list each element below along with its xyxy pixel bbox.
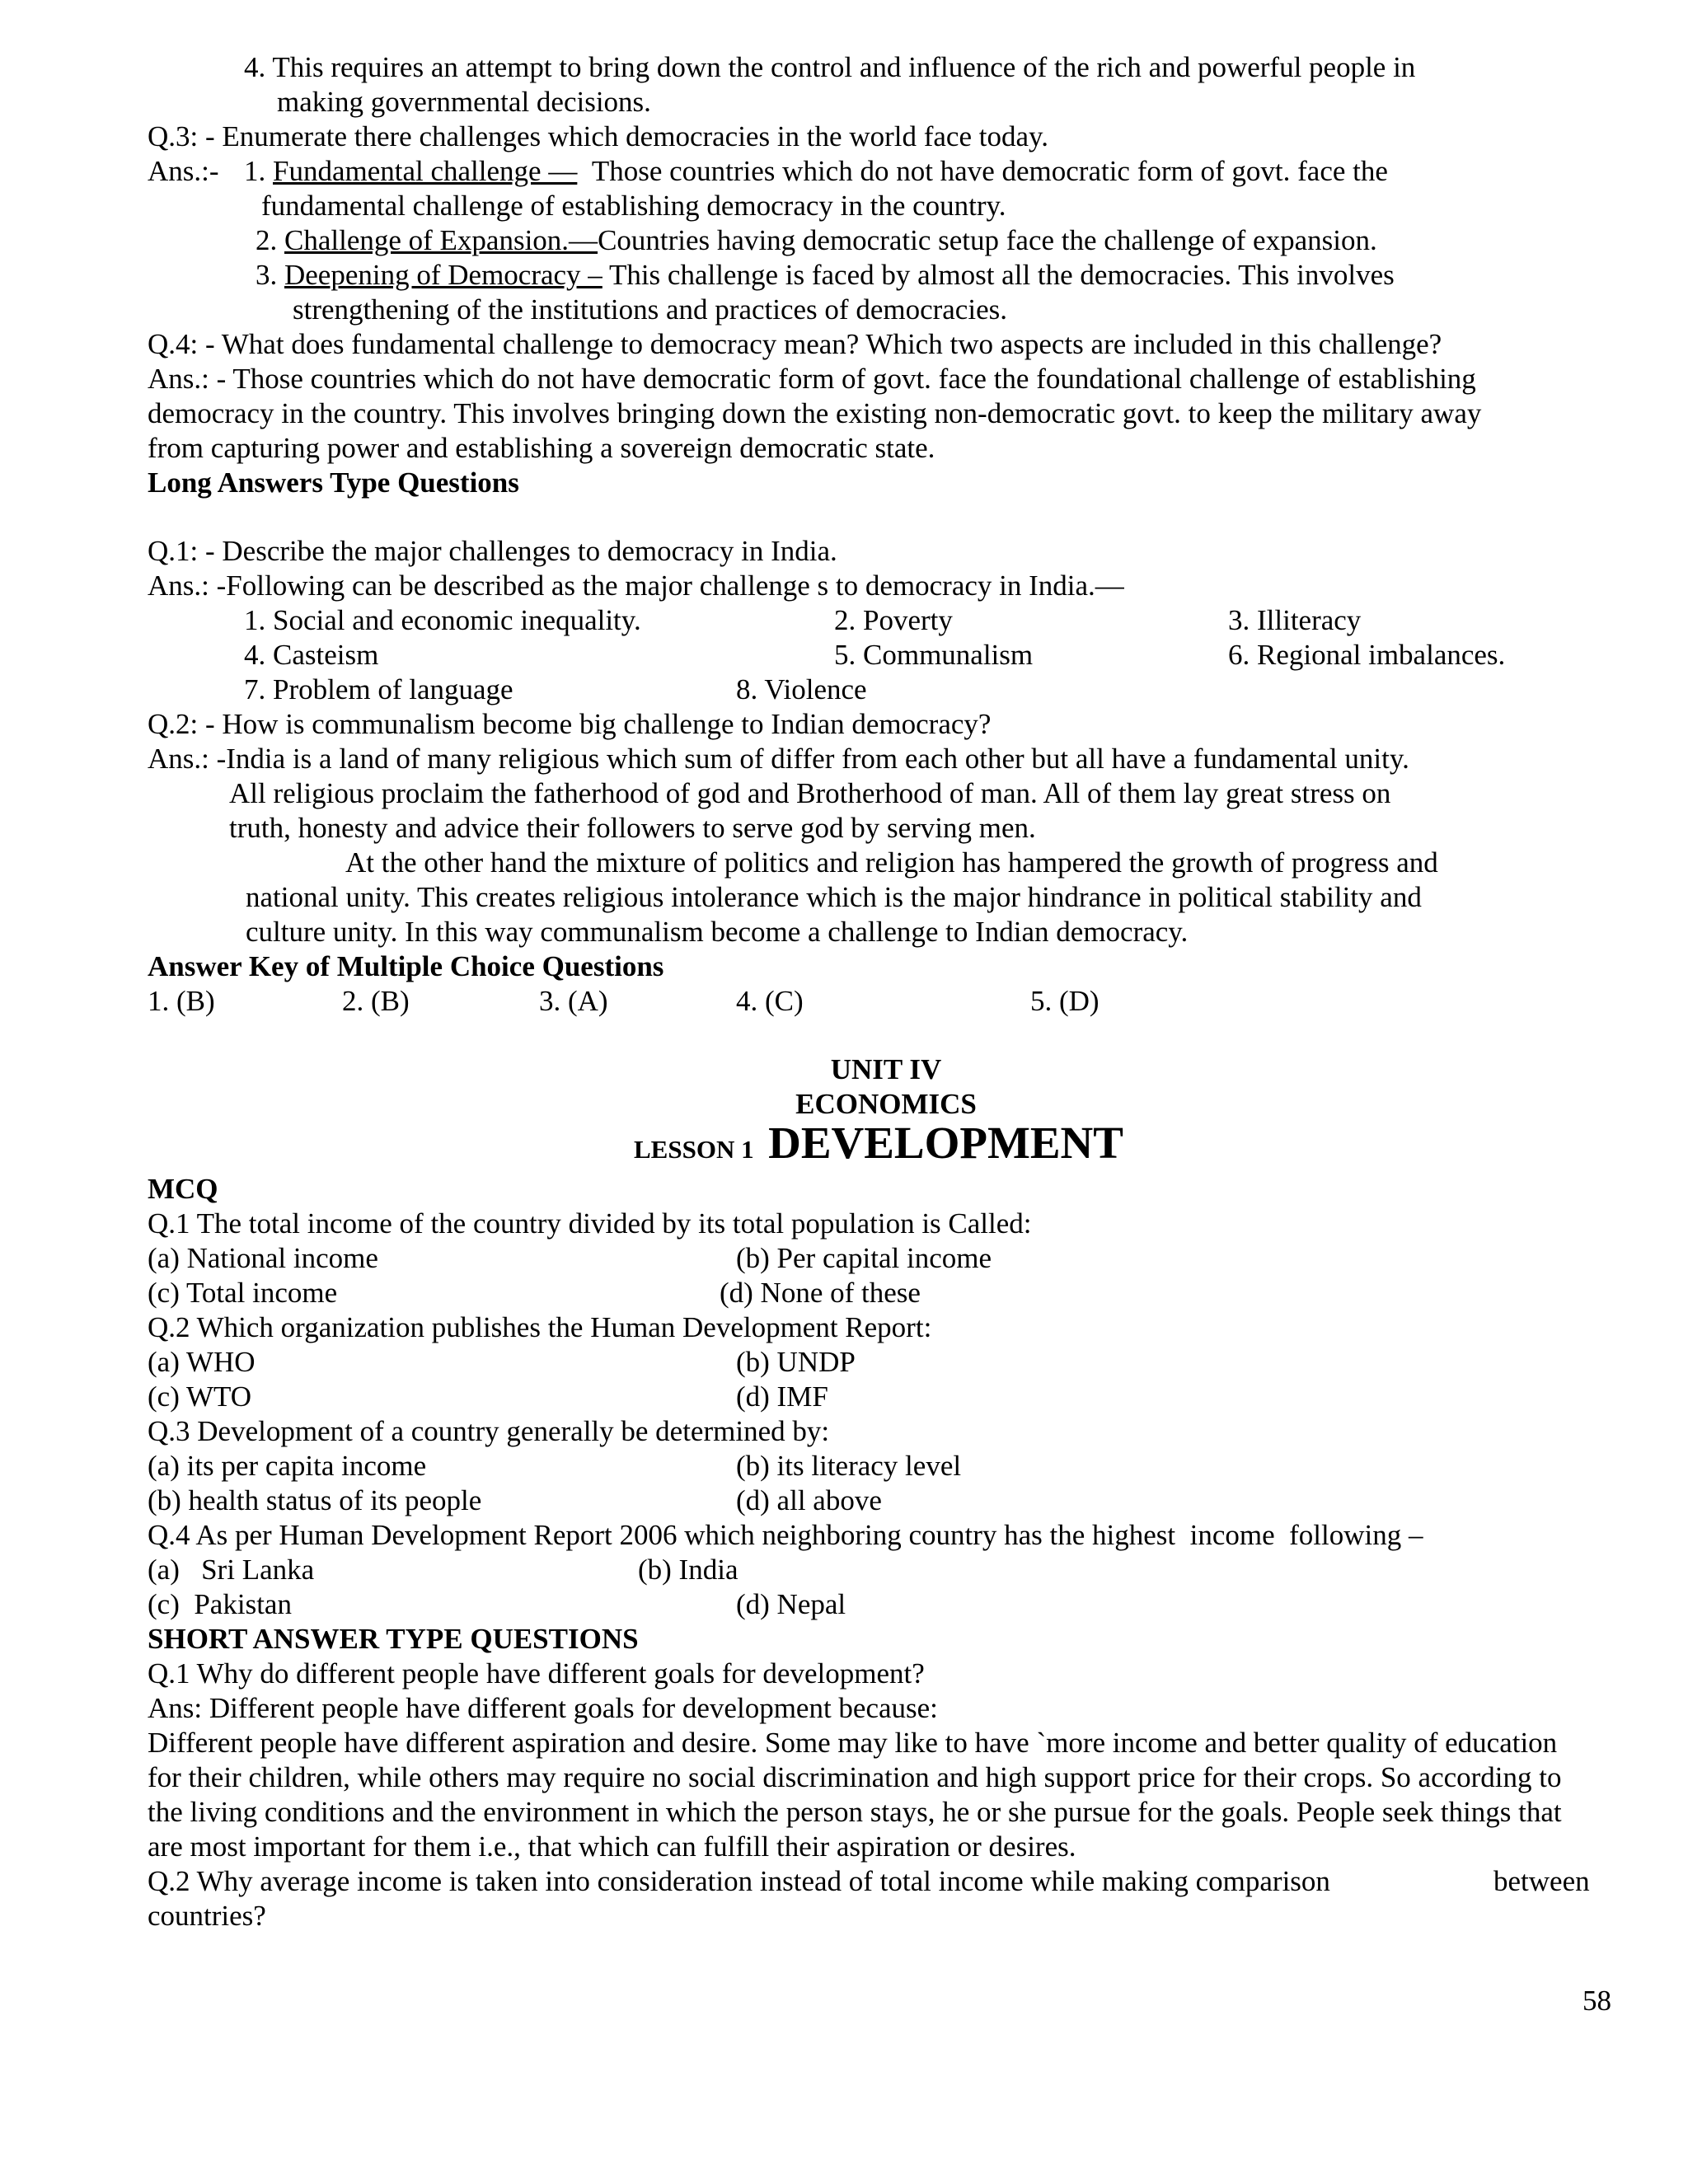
mcq-option: (a) National income xyxy=(148,1242,378,1274)
challenge-item: 5. Communalism xyxy=(834,639,1034,671)
mcq-option: (c) Total income xyxy=(148,1277,338,1309)
q3-item-3-cont: strengthening of the institutions and practices of democracies. xyxy=(293,293,1007,326)
challenge-item: 8. Violence xyxy=(736,673,867,705)
q3-item-2-title: Challenge of Expansion.— xyxy=(284,224,598,256)
q3-item-1 xyxy=(244,154,1388,189)
mcq-option: (d) all above xyxy=(736,1484,882,1516)
short-q2-line-2: countries? xyxy=(148,1900,266,1932)
answer-key-item: 2. (B) xyxy=(342,985,410,1017)
answer-key-item: 1. (B) xyxy=(148,985,215,1017)
mcq-option: (a) its per capita income xyxy=(148,1450,427,1482)
lesson-title: DEVELOPMENT xyxy=(768,1118,1123,1168)
answer-key-item: 5. (D) xyxy=(1030,985,1100,1017)
long-q2-answer-line-6: culture unity. In this way communalism become a challenge to Indian democracy. xyxy=(246,916,1189,948)
mcq-option: (b) its literacy level xyxy=(736,1450,962,1482)
q3-item-2-num: 2. xyxy=(256,224,278,256)
q3-item-1-num: 1. xyxy=(244,155,266,187)
short-a1-line-4: the living conditions and the environment in which the person stays, he or she pursue for the goals. People seek things that xyxy=(148,1796,1562,1828)
long-q1-answer: Ans.: -Following can be described as the major challenge s to democracy in India.— xyxy=(148,569,1124,602)
mcq-option: (b) UNDP xyxy=(736,1346,856,1378)
q4-answer-line-1: Ans.: - Those countries which do not have democratic form of govt. face the foundational challenge of establishing xyxy=(148,363,1476,395)
q3-ans-label: Ans.:- xyxy=(148,155,219,187)
subject-heading: ECONOMICS xyxy=(795,1088,977,1120)
q3-item-1-text: Those countries which do not have democratic form of govt. face the xyxy=(591,155,1388,187)
short-q1: Q.1 Why do different people have different goals for development? xyxy=(148,1657,925,1690)
mcq-option: (b) India xyxy=(638,1554,738,1586)
point-4-line-2: making governmental decisions. xyxy=(277,86,651,118)
q3-item-1-title: Fundamental challenge — xyxy=(273,155,578,187)
q4-answer-line-3: from capturing power and establishing a sovereign democratic state. xyxy=(148,432,935,464)
answer-key-item: 4. (C) xyxy=(736,985,804,1017)
mcq-q4: Q.4 As per Human Development Report 2006 which neighboring country has the highest income following – xyxy=(148,1519,1423,1551)
q3-question: Q.3: - Enumerate there challenges which democracies in the world face today. xyxy=(148,120,1048,152)
challenge-item: 3. Illiteracy xyxy=(1228,604,1362,636)
mcq-option: (d) None of these xyxy=(720,1277,921,1309)
mcq-option: (a) Sri Lanka xyxy=(148,1554,315,1586)
challenge-item: 7. Problem of language xyxy=(244,673,513,705)
mcq-option: (b) Per capital income xyxy=(736,1242,992,1274)
short-answers-heading: SHORT ANSWER TYPE QUESTIONS xyxy=(148,1623,639,1655)
long-q2-answer-line-2: All religious proclaim the fatherhood of god and Brotherhood of man. All of them lay great stress on xyxy=(229,777,1391,809)
q3-item-1-cont: fundamental challenge of establishing democracy in the country. xyxy=(261,190,1006,222)
q3-item-3-title: Deepening of Democracy – xyxy=(284,259,603,291)
short-a1-line-5: are most important for them i.e., that which can fulfill their aspiration or desires. xyxy=(148,1830,1076,1863)
long-q2-answer-line-3: truth, honesty and advice their followers to serve god by serving men. xyxy=(229,812,1036,844)
challenge-item: 1. Social and economic inequality. xyxy=(244,604,641,636)
answer-key-heading: Answer Key of Multiple Choice Questions xyxy=(148,950,664,982)
short-q2-between: between xyxy=(1493,1865,1590,1897)
q3-item-3-num: 3. xyxy=(256,259,278,291)
mcq-q3: Q.3 Development of a country generally be determined by: xyxy=(148,1415,830,1447)
long-q2-answer-line-5: national unity. This creates religious intolerance which is the major hindrance in political stability and xyxy=(246,881,1422,913)
mcq-option: (a) WHO xyxy=(148,1346,256,1378)
long-q1-question: Q.1: - Describe the major challenges to democracy in India. xyxy=(148,535,837,567)
q3-item-2-text: Countries having democratic setup face the challenge of expansion. xyxy=(598,224,1377,256)
long-answers-heading: Long Answers Type Questions xyxy=(148,466,519,499)
q3-item-3 xyxy=(256,258,1395,293)
mcq-q2: Q.2 Which organization publishes the Human Development Report: xyxy=(148,1311,932,1343)
lesson-label: LESSON 1 xyxy=(634,1135,754,1164)
point-4-line-1: 4. This requires an attempt to bring down the control and influence of the rich and powerful people in xyxy=(244,51,1416,83)
short-a1-line-3: for their children, while others may require no social discrimination and high support price for their crops. So according to xyxy=(148,1761,1562,1793)
short-a1-line-2: Different people have different aspiration and desire. Some may like to have `more income and better quality of education xyxy=(148,1727,1558,1759)
challenge-item: 2. Poverty xyxy=(834,604,953,636)
long-q2-answer-line-1: Ans.: -India is a land of many religious which sum of differ from each other but all have a fundamental unity. xyxy=(148,743,1409,775)
mcq-option: (c) WTO xyxy=(148,1380,252,1413)
answer-key-item: 3. (A) xyxy=(539,985,608,1017)
long-q2-answer-line-4: At the other hand the mixture of politics and religion has hampered the growth of progress and xyxy=(345,846,1438,879)
unit-heading: UNIT IV xyxy=(830,1053,942,1085)
q4-answer-line-2: democracy in the country. This involves bringing down the existing non-democratic govt. to keep the military away xyxy=(148,397,1482,429)
challenge-item: 6. Regional imbalances. xyxy=(1228,639,1506,671)
q4-question: Q.4: - What does fundamental challenge to democracy mean? Which two aspects are included in this challenge? xyxy=(148,328,1442,360)
mcq-option: (c) Pakistan xyxy=(148,1588,292,1620)
mcq-option: (b) health status of its people xyxy=(148,1484,482,1516)
page-number: 58 xyxy=(1582,1985,1611,2017)
mcq-option: (d) Nepal xyxy=(736,1588,846,1620)
mcq-option: (d) IMF xyxy=(736,1380,828,1413)
long-q2-question: Q.2: - How is communalism become big challenge to Indian democracy? xyxy=(148,708,992,740)
mcq-q1: Q.1 The total income of the country divided by its total population is Called: xyxy=(148,1207,1032,1240)
mcq-heading: MCQ xyxy=(148,1173,218,1205)
short-q2-line-1: Q.2 Why average income is taken into consideration instead of total income while making comparison xyxy=(148,1865,1330,1897)
challenge-item: 4. Casteism xyxy=(244,639,379,671)
short-a1-line-1: Ans: Different people have different goals for development because: xyxy=(148,1692,938,1724)
q3-item-2 xyxy=(256,223,1377,258)
lesson-heading xyxy=(634,1118,1123,1174)
q3-item-3-text: This challenge is faced by almost all the democracies. This involves xyxy=(608,259,1395,291)
